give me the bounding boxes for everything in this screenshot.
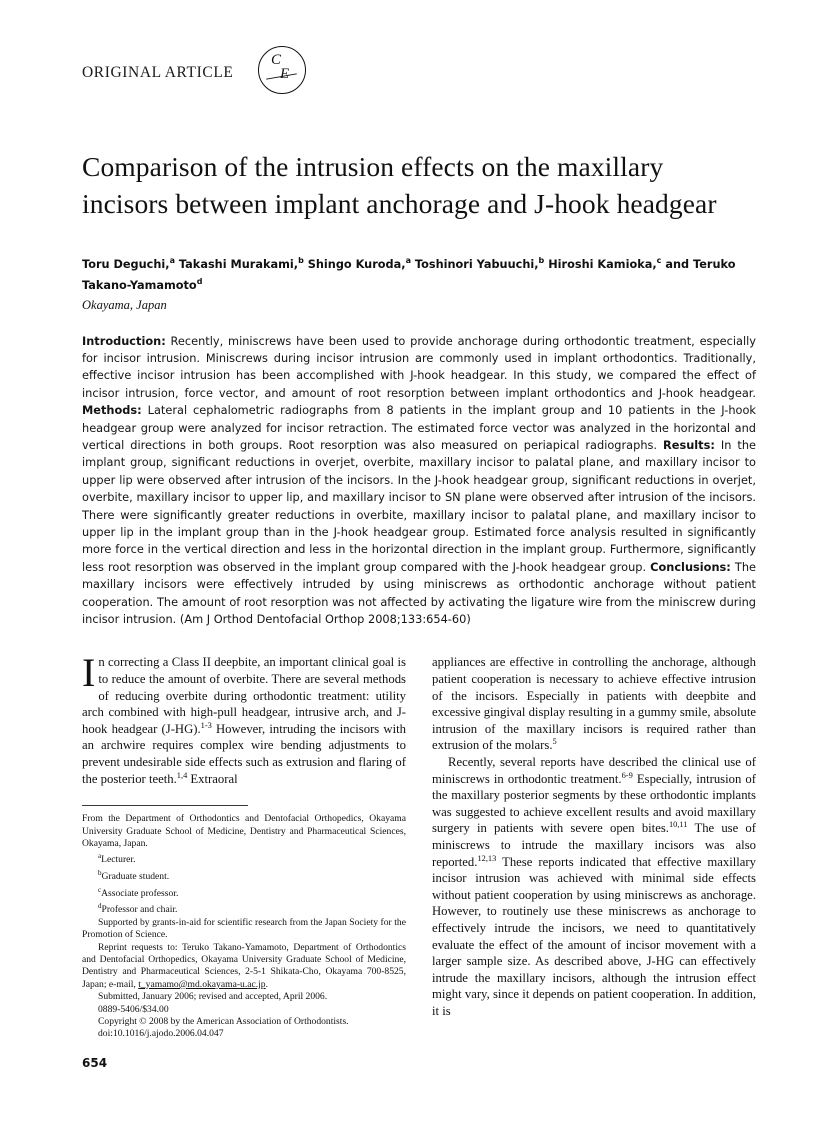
page-title: Comparison of the intrusion effects on the maxillary incisors between implant anchorage and J-hook headgear: [82, 151, 717, 219]
page-number: 654: [82, 1055, 108, 1070]
intro-text-left: In correcting a Class II deepbite, an important clinical goal is to reduce the amount of overbite. There are several methods of reducing overbite during orthodontic treatment: utility arch combined with high-pull headgear, intrusive arch, and J-hook headgear (J-HG).$^{1-3}$ However, intruding the incisors with an archwire requires complex wire bending adjustments to prevent undesirable side effects such as extrusion and flaring of the posterior teeth.$^{1,4}$ Extraoral: [82, 650, 406, 786]
ce-logo-letter-e: E: [280, 66, 290, 82]
header: [82, 52, 756, 104]
affiliation-location: Okayama, Japan: [82, 297, 167, 312]
article-type-label: ORIGINAL ARTICLE: [82, 64, 234, 81]
footnote-rule: [82, 805, 248, 806]
ce-credit-logo: [258, 46, 306, 94]
body-column-left: [82, 650, 406, 1071]
author-list: Toru Deguchi,$^a$ Takashi Murakami,$^b$ Shingo Kuroda,$^a$ Toshinori Yabuuchi,$^b$ Hiroshi Kamioka,$^c$ and Teruko Takano-Yamamoto$^d$: [82, 256, 736, 292]
abstract: Introduction: Recently, miniscrews have been used to provide anchorage during orthodontic treatment, especially for incisor intrusion. Miniscrews during incisor intrusion are commonly used in implant orthodontics. Traditionally, effective incisor intrusion has been accomplished with J-hook headgear. In this study, we compared the effect of incisor intrusion, force vector, and amount of root resorption between implant orthodontics and J-hook headgear. Methods: Lateral cephalometric radiographs from 8 patients in the implant group and 10 patients in the J-hook headgear group were analyzed for incisor retraction. The estimated force vector was analyzed in the horizontal and vertical directions in both groups. Root resorption was also measured on periapical radiographs. Results: In the implant group, significant reductions in overjet, overbite, maxillary incisor to palatal plane, and maxillary incisor to upper lip were observed after intrusion of the incisors. In the J-hook headgear group, significant reductions in overjet, overbite, maxillary incisor to upper lip, and maxillary incisor to SN plane were observed after intrusion of the incisors. There were significantly greater reductions in overbite, maxillary incisor to palatal plane, and maxillary incisor to upper lip in the implant group than in the J-hook headgear group. Estimated force analysis resulted in significantly more force in the vertical direction and less in the horizontal direction in the implant group. Furthermore, significantly less root resorption was observed in the implant group compared with the J-hook headgear group. Conclusions: The maxillary incisors were effectively intruded by using miniscrews as orthodontic anchorage without patient cooperation. The amount of root resorption was not affected by activating the ligature wire from the miniscrew during incisor intrusion. (Am J Orthod Dentofacial Orthop 2008;133:654-60): [82, 333, 756, 627]
body-column-right: [432, 654, 756, 1071]
body-columns: [82, 650, 756, 1071]
footnotes: From the Department of Orthodontics and Dentofacial Orthopedics, Okayama University Graduate School of Medicine, Dentistry and Pharmaceutical Sciences, Okayama, Japan. $^a$Lecturer. $^b$Graduate student. $^c$Associate professor. $^d$Professor and chair. Supported by grants-in-aid for scientific research from the Japan Society for the Promotion of Science. Reprint requests to: Teruko Takano-Yamamoto, Department of Orthodontics and Dentofacial Orthopedics, Okayama University Graduate School of Medicine, Dentistry and Pharmaceutical Sciences, 2-5-1 Shikata-Cho, Okayama 700-8525, Japan; e-mail, t_yamamo@md.okayama-u.ac.jp. Submitted, January 2006; revised and accepted, April 2006. 0889-5406/$34.00 Copyright © 2008 by the American Association of Orthodontists. doi:10.1016/j.ajodo.2006.04.047: [82, 813, 406, 1040]
ce-logo-letter-c: C: [271, 52, 282, 68]
intro-text-right: appliances are effective in controlling the anchorage, although patient cooperation is necessary to achieve effective intrusion of the incisors. Especially in patients with deepbite and excessive gingival display resulting in a gummy smile, absolute intrusion of the maxillary incisors is required rather than extrusion of the molars.$^5$ Recently, several reports have described the clinical use of miniscrews in orthodontic treatment.$^{6-9}$ Especially, intrusion of the maxillary posterior segments by these orthodontic implants was suggested to achieve excellent results and avoid maxillary surgery in patients with severe open bites.$^{10,11}$ The use of miniscrews to intrude the maxillary incisors was also reported.$^{12,13}$ These reports indicated that effective maxillary incisor intrusion was achieved with minimal side effects without patient cooperation by using miniscrews as anchorage. However, to routinely use these miniscrews as anchorage to effectively intrude the incisors, we need to quantitatively evaluate the effect of the amount of incisor movement with a larger sample size. As described above, J-HG can effectively intrude the maxillary incisors, although the intrusion effect might vary, since it depends on patient cooperation. In addition, it is: [432, 655, 756, 1018]
